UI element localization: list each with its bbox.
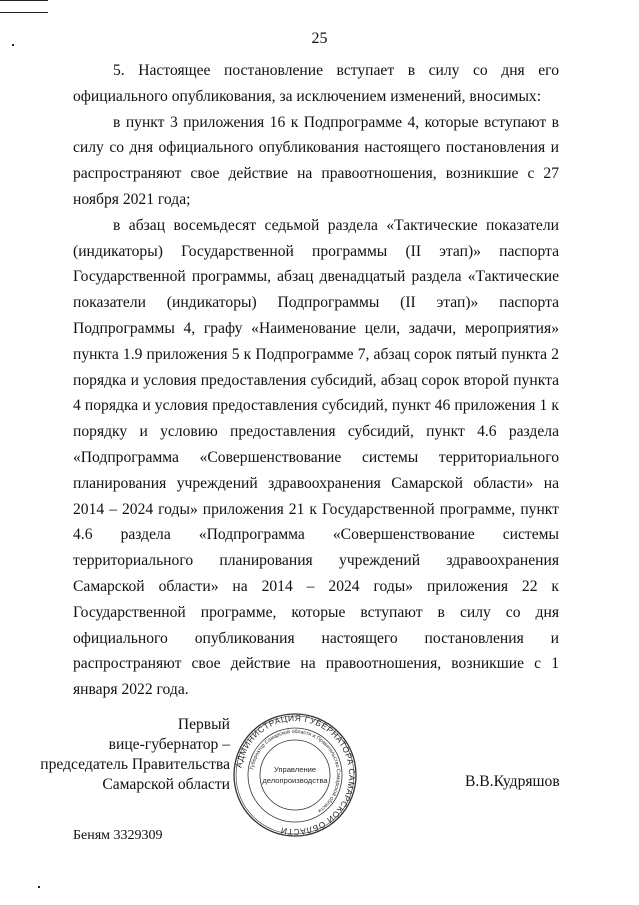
body-text [73, 58, 559, 703]
stamp-outer-text: АДМИНИСТРАЦИЯ ГУБЕРНАТОРА САМАРСКОЙ ОБЛАСТИ [233, 712, 358, 838]
signatory-title-line: вице-губернатор – [108, 736, 230, 753]
signatory-title-line: Первый [177, 716, 230, 733]
scan-edge-mark [0, 0, 48, 1]
signatory-title-line: председатель Правительства [40, 756, 230, 773]
executor-note: Беням 3329309 [73, 828, 163, 843]
stamp-center-line: делопроизводства [262, 776, 328, 785]
stamp-seal [232, 712, 358, 838]
paragraph: в абзац восемьдесят седьмой раздела «Тактические показатели (индикаторы) Государственной программы (II этап)» паспорта Государственной программы, абзац двенадцатый раздела «Тактические показатели (индикаторы) Подпрограммы (II этап)» паспорта Подпрограммы 4, графу «Наименование цели, задачи, мероприятия» пункта 1.9 приложения 5 к Подпрограмме 7, абзац сорок пятый пункта 2 порядка и условия предоставления субсидий, абзац сорок второй пункта 4 порядка и условия предоставления субсидий, пункт 46 приложения 1 к порядку и условию предоставления субсидий, пункт 4.6 раздела «Подпрограмма «Совершенствование системы территориального планирования учреждений здравоохранения Самарской области» на 2014 – 2024 годы» приложения 21 к Государственной программе, пункт 4.6 раздела «Подпрограмма «Совершенствование системы территориального планирования учреждений здравоохранения Самарской области» на 2014 – 2024 годы» приложения 22 к Государственной программе, которые вступают в силу со дня официального опубликования настоящего постановления и распространяют свое действие на правоотношения, возникшие с 1 января 2022 года. [73, 216, 559, 699]
page-number: 25 [311, 30, 328, 47]
paragraph: в пункт 3 приложения 16 к Подпрограмме 4, которые вступают в силу со дня официального опубликования настоящего постановления и распространяют свое действие на правоотношения, возникшие с 27 ноября 2021 года; [73, 113, 559, 208]
signatory-title-line: Самарской области [102, 776, 230, 793]
signatory-title [40, 715, 230, 795]
paragraph: 5. Настоящее постановление вступает в силу со дня его официального опубликования, за исключением изменений, вносимых: [73, 62, 559, 105]
signatory-name: В.В.Кудряшов [465, 773, 560, 790]
stamp-center-line: Управление [273, 765, 317, 774]
official-stamp [232, 712, 358, 838]
stamp-inner-text: Губернатор Самарской области и Правительство Самарской области [249, 728, 342, 814]
scan-edge-mark [0, 12, 48, 13]
scan-dot [38, 886, 40, 888]
